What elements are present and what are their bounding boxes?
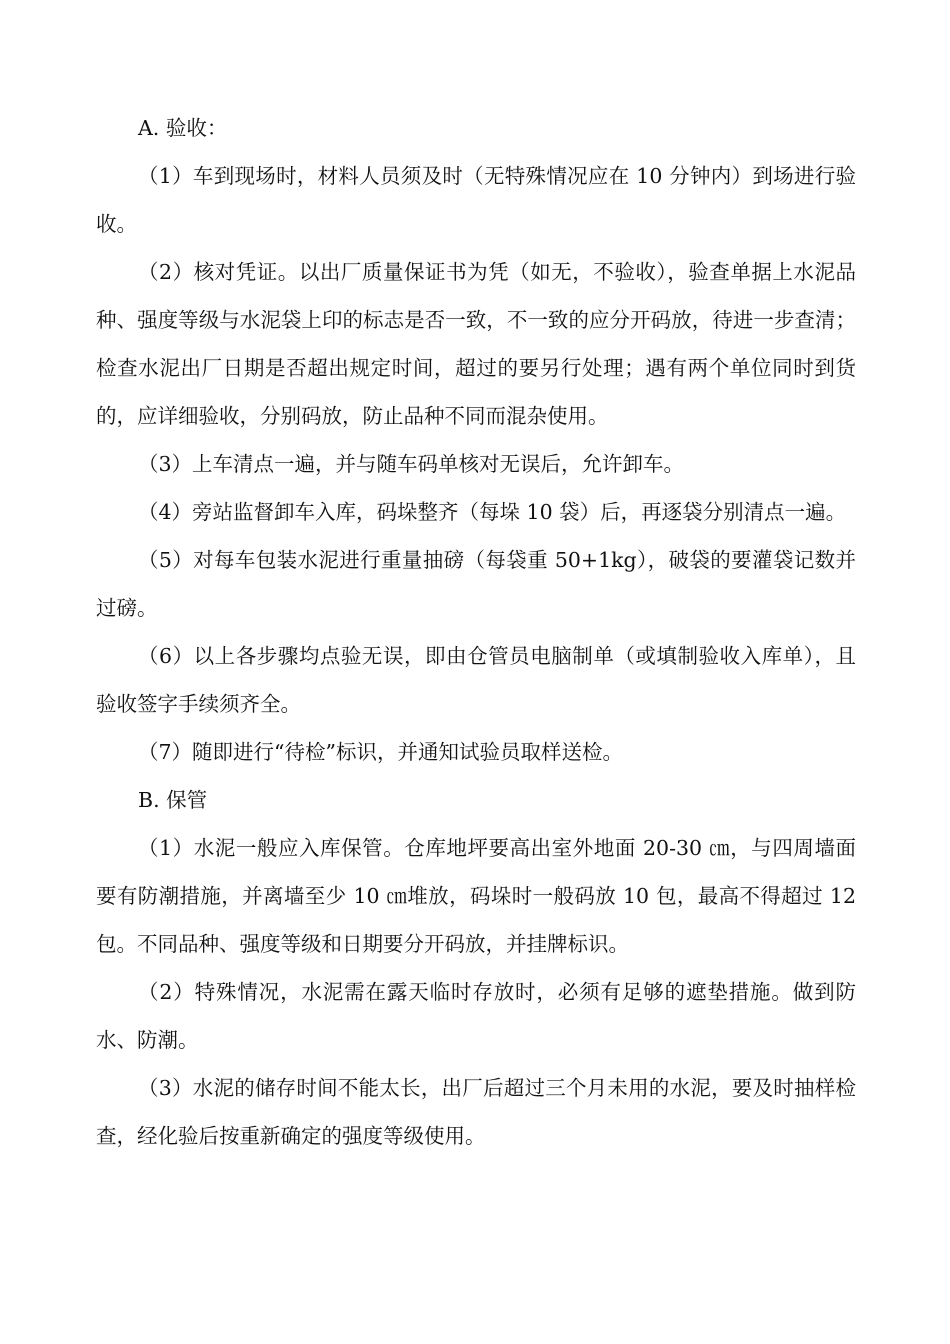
section-a-item-7: （7）随即进行“待检”标识，并通知试验员取样送检。	[138, 740, 624, 764]
section-a-item-1: （1）车到现场时，材料人员须及时（无特殊情况应在 10 分钟内）到场进行验收。	[96, 164, 856, 236]
section-a-item-6: （6）以上各步骤均点验无误，即由仓管员电脑制单（或填制验收入库单），且验收签字手续须齐全。	[96, 644, 856, 716]
section-a-item-2: （2）核对凭证。以出厂质量保证书为凭（如无，不验收），验查单据上水泥品种、强度等级与水泥袋上印的标志是否一致，不一致的应分开码放，待进一步查清；检查水泥出厂日期是否超出规定时间，超过的要另行处理；遇有两个单位同时到货的，应详细验收，分别码放，防止品种不同而混杂使用。	[96, 260, 856, 428]
document-body	[96, 104, 856, 1160]
section-b-item-1: （1）水泥一般应入库保管。仓库地坪要高出室外地面 20-30 ㎝，与四周墙面要有防潮措施，并离墙至少 10 ㎝堆放，码垛时一般码放 10 包，最高不得超过 12 包。不同品种、强度等级和日期要分开码放，并挂牌标识。	[96, 836, 856, 956]
section-a-item-3: （3）上车清点一遍，并与随车码单核对无误后，允许卸车。	[138, 452, 685, 476]
section-a-item-5: （5）对每车包装水泥进行重量抽磅（每袋重 50+1kg），破袋的要灌袋记数并过磅。	[96, 548, 856, 620]
section-b-heading: B. 保管	[138, 788, 208, 812]
section-a-item-4: （4）旁站监督卸车入库，码垛整齐（每垛 10 袋）后，再逐袋分别清点一遍。	[138, 500, 847, 524]
section-b-item-3: （3）水泥的储存时间不能太长，出厂后超过三个月未用的水泥，要及时抽样检查，经化验后按重新确定的强度等级使用。	[96, 1076, 856, 1148]
section-a-heading: A. 验收：	[138, 116, 228, 140]
section-b-item-2: （2）特殊情况，水泥需在露天临时存放时，必须有足够的遮垫措施。做到防水、防潮。	[96, 980, 856, 1052]
